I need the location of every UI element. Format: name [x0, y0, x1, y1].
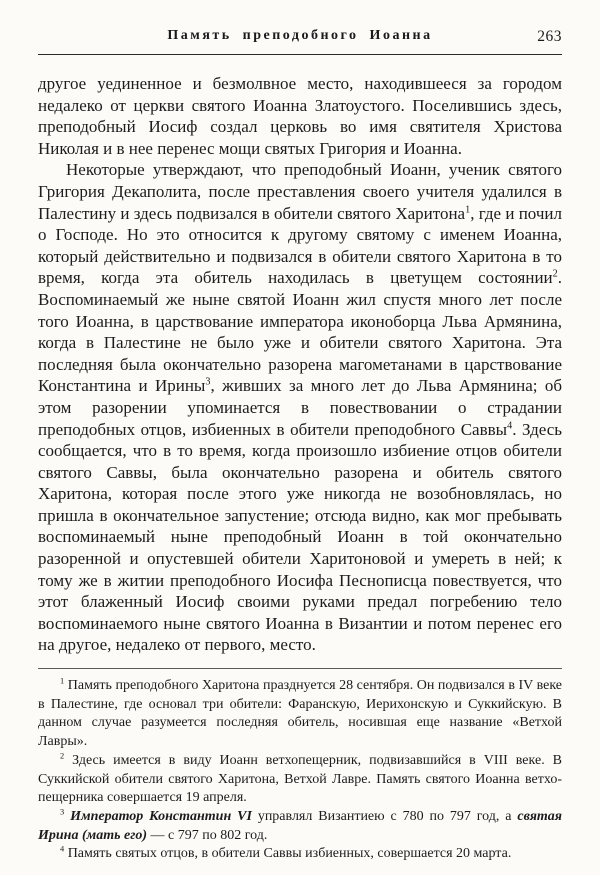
page-header — [38, 28, 562, 48]
running-title: Память преподобного Иоанна — [167, 28, 433, 43]
body-text — [38, 73, 562, 656]
footnotes — [38, 677, 562, 864]
footnote: $^4$ Память святых отцов, в обители Саввы избиенных, совершается 20 марта. — [60, 844, 512, 862]
page-number: 263 — [537, 28, 562, 45]
paragraph: Некоторые утверждают, что преподобный Иоанн, ученик святого Григория Декаполита, после преставления своего учителя удалился в Палестину и здесь подвизался в обители святого Харитона$^1$, где и почил о Господе. Но это относится к другому святому с именем Иоанна, который действительно и подвизался в обители святого Харитона в то время, когда эта обитель находилась в цветущем состоянии$^2$. Воспоминаемый же ныне святой Иоанн жил спустя много лет после того Иоанна, в царствование императора иконоборца Льва Армянина, когда в Палестине не было уже и обители святого Харитона. Эта последняя была окончательно разорена магометанами в царствование Константина и Ирины$^3$, живших за много лет до Льва Армянина; об этом разорении упоминается в повествовании о страдании преподобных отцов, избиенных в обители преподобного Саввы$^4$. Здесь сообщается, что в то время, когда произошло избиение отцов обители святого Саввы, была окончательно разорена и обитель святого Харитона, которая после этого уже никогда не возобновлялась, но пришла в окончательное запустение; отсюда видно, как мог пребывать воспоминаемый ныне преподобный Иоанн в той окончательно разоренной и опустевшей обители Харитоновой и умереть в ней; к тому же в житии преподобного Иосифа Песнописца повествуется, что этот блаженный Иосиф своими руками предал погребению тело воспоминаемого ныне святого Иоанна в Византии и потом перенес его на другое, недалеко от первого, место. — [38, 160, 563, 655]
footnote: $^2$ Здесь имеется в виду Иоанн ветхопещерник, подвизавшийся в VIII веке. В Суккийской обители святого Харитона, Ветхой Лавре. Память святого Иоанна ветхо-пещерника совершается 19 апреля. — [38, 751, 562, 806]
paragraph: другое уединенное и безмолвное место, находившееся за городом недалеко от церкви святого Иоанна Златоустого. Поселившись здесь, преподобный Иосиф создал церковь во имя святителя Христова Николая и в нее перенес мощи святых Григория и Иоанна. — [38, 74, 562, 158]
header-rule — [38, 54, 562, 55]
footnote: $^1$ Память преподобного Харитона празднуется 28 сентября. Он подвизался в IV веке в Палестине, где основал три обители: Фаранскую, Иерихонскую и Суккийскую. В данном случае разумеется последняя обитель, носившая еще название «Ветхой Лавры». — [38, 676, 562, 750]
footnote: $^3$ Император Константин VI управлял Византиею с 780 по 797 год, а святая Ирина (мать его) — с 797 по 802 год. — [38, 807, 563, 843]
footnote-separator — [38, 668, 562, 669]
